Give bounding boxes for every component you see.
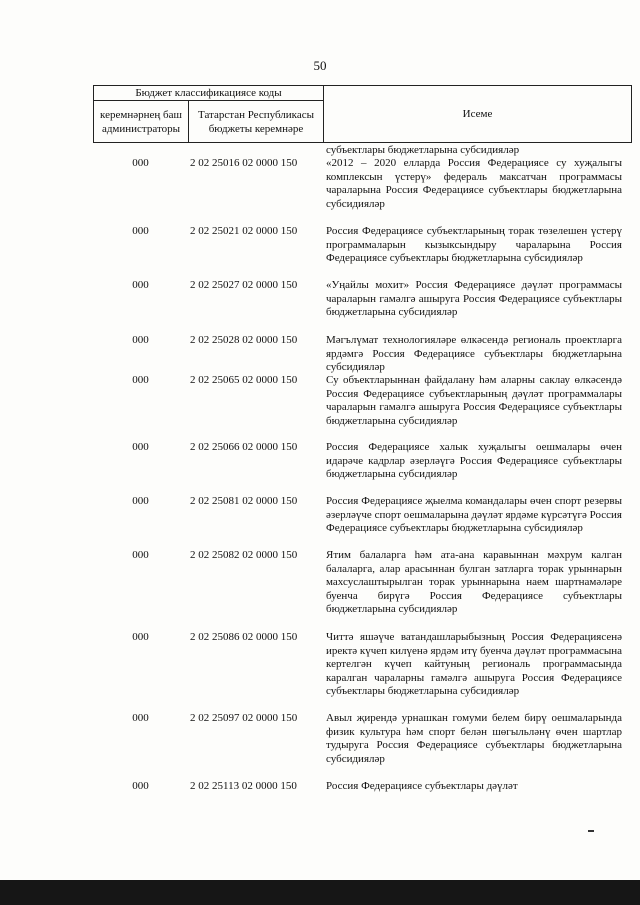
row-budget-code: 2 02 25027 02 0000 150: [190, 279, 298, 291]
row-name: Су объектларыннан файдалану һәм аларны саклау өлкәсендә Россия Федерациясе субъектларының дәүләт программалары чараларын гамәлгә ашыруга Россия Федерациясе субъектлары бюджетларына субсидияләр: [326, 374, 622, 427]
row-name: Россия Федерациясе субъектларының торак төзелешен үстерү программаларын кызыксындыру чараларына Россия Федерациясе субъектлары бюджетларына субсидияләр: [326, 225, 622, 265]
row-budget-code: 2 02 25066 02 0000 150: [190, 441, 298, 453]
page-number: 50: [313, 58, 327, 73]
header-admin-column: керемнәрнең баш администраторы: [94, 101, 189, 143]
row-admin-code: 000: [132, 780, 149, 792]
row-budget-code: 2 02 25065 02 0000 150: [190, 374, 298, 386]
row-admin-code: 000: [132, 495, 149, 507]
continuation-text: субъектлары бюджетларына субсидияләр: [326, 144, 520, 156]
scan-mark: [588, 830, 594, 832]
row-name: Ятим балаларга һәм ата-ана каравыннан мәхрум калган балаларга, алар арасыннан булган затларга торак урыннарын махсуслаштырылган торак урыннарына наем шартнамәләре буенча бирүгә Россия Федерациясе субъектлары бюджетларына субсидияләр: [326, 549, 622, 616]
header-code-column: Татарстан Республикасы бюджеты керемнәре: [189, 101, 324, 143]
row-name: Читтә яшәүче ватандашларыбызның Россия Федерациясенә иректә күчеп килүенә ярдәм итү буенча дәүләт программасына кертелгән күчеп кайтуның региональ программасында каралган чараларны гамәлгә ашыруга Россия Федерациясе субъектлары бюджетларына субсидияләр: [326, 631, 622, 698]
row-name: Россия Федерациясе субъектлары дәүләт: [326, 780, 518, 792]
row-budget-code: 2 02 25016 02 0000 150: [190, 157, 298, 169]
row-name: «Уңайлы мохит» Россия Федерациясе дәүләт программасы чараларын гамәлгә ашыруга Россия Федерациясе субъектлары бюджетларына субсидияләр: [326, 279, 622, 319]
row-admin-code: 000: [132, 441, 149, 453]
row-budget-code: 2 02 25021 02 0000 150: [190, 225, 298, 237]
row-name: Авыл җирендә урнашкан гомуми белем бирү оешмаларында физик культура һәм спорт белән шөгыльләнү өчен шартлар тудыруга Россия Федерациясе субъектлары бюджетларына субсидияләр: [326, 712, 622, 765]
row-admin-code: 000: [132, 279, 149, 291]
header-group-title: Бюджет классификациясе коды: [94, 86, 324, 101]
row-admin-code: 000: [132, 712, 149, 724]
row-admin-code: 000: [132, 549, 149, 561]
row-budget-code: 2 02 25097 02 0000 150: [190, 712, 298, 724]
row-budget-code: 2 02 25028 02 0000 150: [190, 334, 298, 346]
row-name: «2012 – 2020 елларда Россия Федерациясе су хуҗалыгы комплексын үстерү» федераль максатчан программасы чараларына Россия Федерациясе субъектлары бюджетларына субсидияләр: [326, 157, 622, 210]
row-admin-code: 000: [132, 374, 149, 386]
row-admin-code: 000: [132, 157, 149, 169]
row-name: Мәгълүмат технологияләре өлкәсендә региональ проектларга ярдәмгә Россия Федерациясе субъектлары бюджетларына субсидияләр: [326, 334, 622, 374]
scan-edge-bar: [0, 880, 640, 905]
row-name: Россия Федерациясе җыелма командалары өчен спорт резервы әзерләүче спорт оешмаларына дәүләт ярдәме күрсәтүгә Россия Федерациясе субъектлары бюджетларына субсидияләр: [326, 495, 622, 535]
row-admin-code: 000: [132, 334, 149, 346]
header-name-column: Исеме: [324, 86, 632, 143]
row-budget-code: 2 02 25082 02 0000 150: [190, 549, 298, 561]
row-name: Россия Федерациясе халык хуҗалыгы оешмалары өчен идарәче кадрлар әзерләүгә Россия Федерациясе субъектлары бюджетларына субсидияләр: [326, 441, 622, 481]
row-admin-code: 000: [132, 631, 149, 643]
row-budget-code: 2 02 25113 02 0000 150: [190, 780, 297, 792]
row-budget-code: 2 02 25081 02 0000 150: [190, 495, 298, 507]
row-budget-code: 2 02 25086 02 0000 150: [190, 631, 298, 643]
table-header: [93, 85, 632, 143]
row-admin-code: 000: [132, 225, 149, 237]
